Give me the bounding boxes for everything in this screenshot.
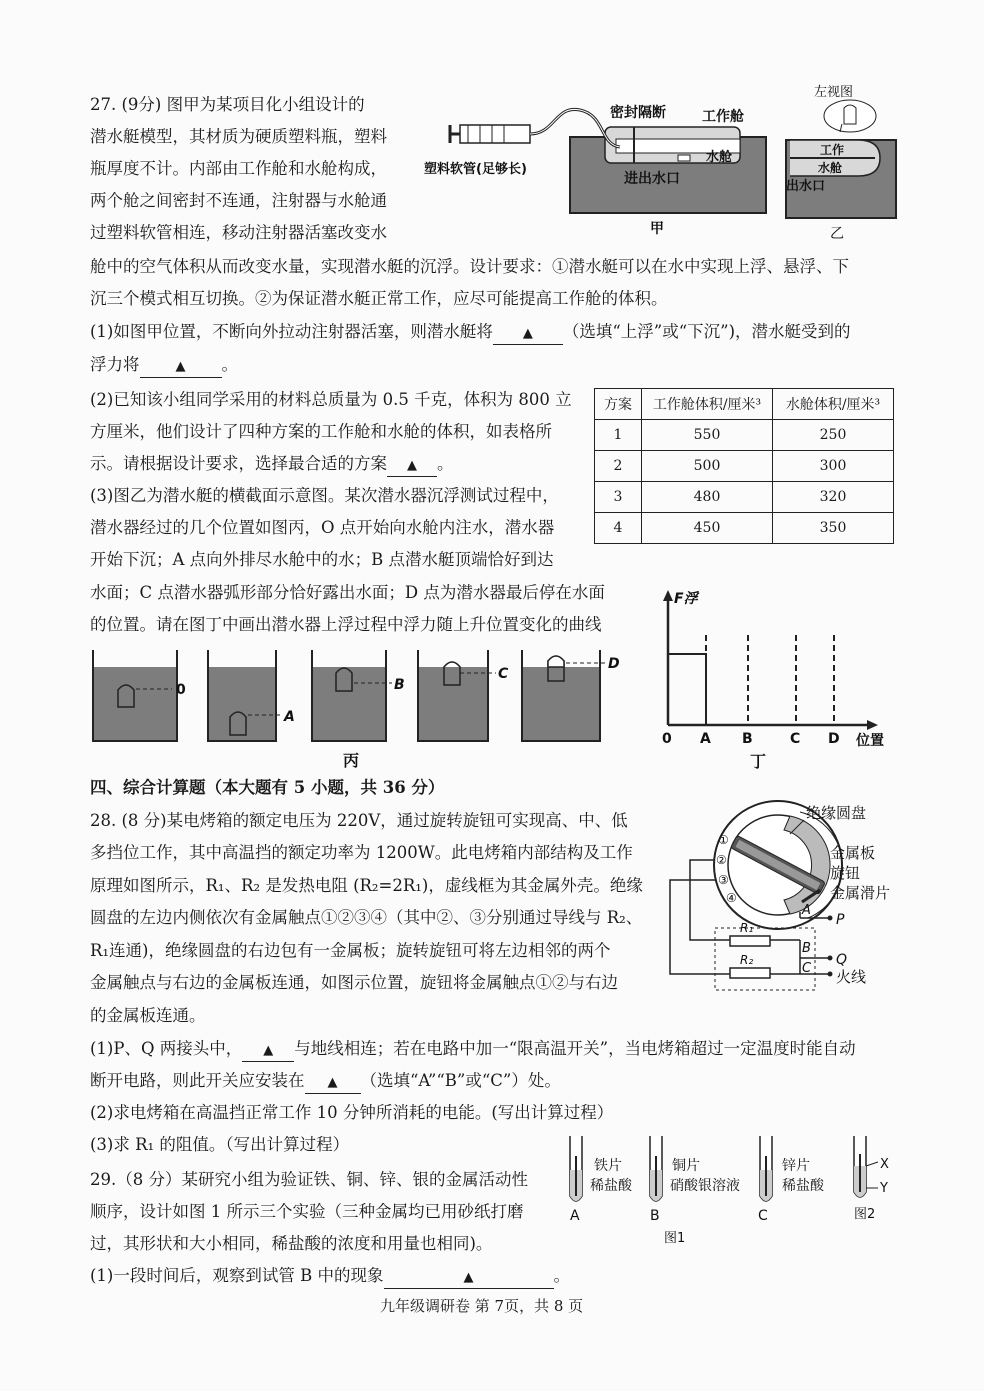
- q27-line: 瓶厚度不计。内部由工作舱和水舱构成，: [90, 159, 387, 178]
- q28-line: 多挡位工作，其中高温挡的额定功率为 1200W。此电烤箱内部结构及工作: [90, 843, 633, 862]
- period: 。: [221, 355, 238, 374]
- q28-p1-text: (1)P、Q 两接头中，: [90, 1039, 243, 1058]
- x-axis-label: 位置: [856, 733, 884, 749]
- label-Q: Q: [836, 952, 848, 968]
- q27-line: 开始下沉；A 点向外排尽水舱中的水；B 点潜水艇顶端恰好到达: [90, 550, 554, 569]
- contact-3: ③: [718, 873, 729, 887]
- period: 。: [553, 1266, 570, 1285]
- pos-label: B: [394, 677, 405, 693]
- x-tick: D: [828, 731, 840, 747]
- q27-part1b: [90, 355, 238, 378]
- q28-line: R₁连通)，绝缘圆盘的右边包有一金属板；旋转旋钮可将左边相邻的两个: [90, 941, 611, 960]
- q28-line: (3)求 R₁ 的阻值。（写出计算过程）: [90, 1135, 350, 1154]
- pos-label: D: [608, 656, 620, 672]
- q27-line: 27. (9分) 图甲为某项目化小组设计的: [90, 95, 365, 114]
- tube-B-metal: 铜片: [672, 1158, 700, 1174]
- caption-ding: 丁: [750, 752, 767, 771]
- q27-line: (3)图乙为潜水艇的横截面示意图。某次潜水器沉浮测试过程中，: [90, 486, 559, 505]
- table-row: [595, 482, 894, 513]
- table-cell: 250: [773, 420, 894, 451]
- table-cell: 350: [773, 513, 894, 544]
- answer-blank[interactable]: [305, 1071, 361, 1094]
- table-row: [595, 513, 894, 544]
- label-seal: 密封隔断: [610, 105, 666, 121]
- table-cell: 1: [595, 420, 642, 451]
- label-fire-line: 火线: [836, 968, 867, 986]
- q27-line: 的位置。请在图丁中画出潜水器上浮过程中浮力随上升位置变化的曲线: [90, 615, 602, 634]
- label-tube: 塑料软管(足够长): [424, 162, 527, 177]
- x-tick: B: [742, 731, 753, 747]
- q28-p1-text: 与地线相连；若在电路中加一“限高温开关”，当电烤箱超过一定温度时能自动: [294, 1039, 856, 1058]
- q28-line: 的金属板连通。: [90, 1006, 206, 1025]
- blank-mark: ▲: [327, 1075, 338, 1090]
- q28-line: (2)求电烤箱在高温挡正常工作 10 分钟所消耗的电能。(写出计算过程）: [90, 1103, 614, 1122]
- pos-label: C: [498, 666, 509, 682]
- tube-A-solution: 稀盐酸: [590, 1178, 632, 1194]
- table-cell: 450: [642, 513, 773, 544]
- q27-line: 两个舱之间密封不连通，注射器与水舱通: [90, 191, 387, 210]
- tube-Y-label: Y: [880, 1181, 888, 1196]
- label-port: 进出水口: [624, 171, 680, 187]
- table-cell: 500: [642, 451, 773, 482]
- blank-mark: ▲: [175, 359, 186, 374]
- x-tick: C: [790, 731, 801, 747]
- table-cell: 3: [595, 482, 642, 513]
- label-work: 工作: [820, 143, 845, 157]
- blank-mark: ▲: [463, 1270, 474, 1285]
- q28-line: 金属触点与右边的金属板连通，如图示位置，旋钮将金属触点①②与右边: [90, 973, 618, 992]
- tube-B-label: B: [650, 1208, 660, 1224]
- answer-blank[interactable]: [242, 1039, 294, 1062]
- q29-line: 29.（8 分）某研究小组为验证铁、铜、锌、银的金属活动性: [90, 1170, 528, 1189]
- tube-C-metal: 锌片: [782, 1158, 810, 1174]
- figure-ding: [650, 585, 900, 775]
- q27-part1: [90, 322, 851, 345]
- table-row: [595, 451, 894, 482]
- table-header: 水舱体积/厘米³: [773, 389, 894, 420]
- pos-label: 0: [176, 682, 186, 698]
- table-cell: 2: [595, 451, 642, 482]
- q28-part1b: [90, 1071, 561, 1094]
- label-water: 水舱: [818, 161, 843, 175]
- section-title: 四、综合计算题（本大题有 5 小题，共 36 分）: [90, 778, 445, 797]
- q28-part1: [90, 1039, 856, 1062]
- label-left-view: 左视图: [814, 85, 854, 100]
- plan-table: [594, 388, 894, 544]
- q29-line: 顺序，设计如图 1 所示三个实验（三种金属均已用砂纸打磨: [90, 1202, 524, 1221]
- blank-mark: ▲: [263, 1043, 274, 1058]
- q27-line: 过塑料软管相连，移动注射器活塞改变水: [90, 223, 387, 242]
- caption-jia: 甲: [650, 221, 664, 237]
- tube-B-solution: 硝酸银溶液: [670, 1178, 740, 1194]
- q27-p1-text: (1)如图甲位置，不断向外拉动注射器活塞，则潜水艇将: [90, 322, 493, 341]
- q27-line: 水面；C 点潜水器弧形部分恰好露出水面；D 点为潜水器最后停在水面: [90, 583, 605, 602]
- label-R2: R₂: [740, 953, 754, 967]
- table-header: 方案: [595, 389, 642, 420]
- table-cell: 4: [595, 513, 642, 544]
- q27-line: 方厘米，他们设计了四种方案的工作舱和水舱的体积，如表格所: [90, 422, 552, 441]
- label-B: B: [802, 941, 811, 956]
- contact-4: ④: [726, 891, 737, 905]
- y-axis-label: F浮: [674, 591, 698, 607]
- table-header: 工作舱体积/厘米³: [642, 389, 773, 420]
- q28-line: 原理如图所示，R₁、R₂ 是发热电阻 (R₂=2R₁)，虚线框为其金属外壳。绝缘: [90, 876, 643, 895]
- q28-p1-text: （选填“A”“B”或“C”）处。: [360, 1071, 561, 1090]
- x-tick: 0: [662, 731, 672, 747]
- answer-blank[interactable]: [387, 454, 437, 477]
- label-plate: 金属板: [830, 844, 876, 862]
- figure-oven-circuit: [660, 800, 910, 1000]
- caption-bing: 丙: [343, 751, 360, 770]
- label-outlet: 出水口: [786, 179, 826, 194]
- figure-bing: [88, 645, 628, 770]
- answer-blank[interactable]: [384, 1266, 554, 1289]
- table-cell: 300: [773, 451, 894, 482]
- pos-label: A: [284, 709, 295, 725]
- tube-C-solution: 稀盐酸: [782, 1178, 824, 1194]
- q27-line: 舱中的空气体积从而改变水量，实现潜水艇的沉浮。设计要求：①潜水艇可以在水中实现上浮、悬浮、下: [90, 257, 849, 276]
- answer-blank[interactable]: [493, 322, 563, 345]
- q27-p1-text: 浮力将: [90, 355, 140, 374]
- caption-yi: 乙: [830, 226, 844, 242]
- blank-mark: ▲: [522, 326, 533, 341]
- label-knob: 旋钮: [830, 864, 861, 882]
- fig2-caption: 图2: [854, 1207, 876, 1222]
- q27-line: 潜水艇模型，其材质为硬质塑料瓶，塑料: [90, 127, 387, 146]
- label-C: C: [802, 961, 812, 976]
- period: 。: [437, 454, 454, 473]
- label-slider: 金属滑片: [830, 884, 891, 902]
- table-cell: 480: [642, 482, 773, 513]
- table-cell: 320: [773, 482, 894, 513]
- q27-line: 沉三个模式相互切换。②为保证潜水艇正常工作，应尽可能提高工作舱的体积。: [90, 289, 668, 308]
- page-footer: 九年级调研卷 第 7页，共 8 页: [380, 1297, 584, 1315]
- label-A: A: [802, 903, 811, 918]
- label-work-cabin: 工作舱: [702, 109, 744, 125]
- answer-blank[interactable]: [140, 355, 222, 378]
- q28-line: 28. (8 分)某电烤箱的额定电压为 220V，通过旋转旋钮可实现高、中、低: [90, 811, 628, 830]
- table-cell: 550: [642, 420, 773, 451]
- table-header-row: [595, 389, 894, 420]
- label-R1: R₁: [740, 921, 754, 935]
- q29-part1: [90, 1266, 570, 1289]
- q27-part2: [90, 454, 454, 477]
- label-water-cabin: 水舱: [706, 150, 733, 165]
- q27-line: 潜水器经过的几个位置如图丙，O 点开始向水舱内注水，潜水器: [90, 518, 555, 537]
- blank-mark: ▲: [407, 458, 417, 473]
- x-tick: A: [700, 731, 711, 747]
- figure-yi: [780, 80, 900, 245]
- q27-p1-text: （选填“上浮”或“下沉”)，潜水艇受到的: [562, 322, 851, 341]
- table-row: [595, 420, 894, 451]
- q27-line: (2)已知该小组同学采用的材料总质量为 0.5 千克，体积为 800 立: [90, 390, 572, 409]
- q27-p2-text: 示。请根据设计要求，选择最合适的方案: [90, 454, 387, 473]
- label-disk: 绝缘圆盘: [806, 804, 867, 822]
- label-P: P: [836, 912, 845, 928]
- tube-A-label: A: [570, 1208, 580, 1224]
- figure-test-tubes: [560, 1130, 900, 1250]
- fig1-caption: 图1: [664, 1231, 686, 1246]
- tube-A-metal: 铁片: [594, 1158, 622, 1174]
- figure-jia: [420, 85, 780, 245]
- contact-2: ②: [716, 853, 727, 867]
- tube-X-label: X: [880, 1157, 889, 1172]
- contact-1: ①: [718, 833, 729, 847]
- q28-p1-text: 断开电路，则此开关应安装在: [90, 1071, 305, 1090]
- q29-p1-text: (1)一段时间后，观察到试管 B 中的现象: [90, 1266, 384, 1285]
- tube-C-label: C: [758, 1208, 768, 1224]
- q28-line: 圆盘的左边内侧依次有金属触点①②③④（其中②、③分别通过导线与 R₂、: [90, 908, 643, 927]
- q29-line: 过，其形状和大小相同，稀盐酸的浓度和用量也相同)。: [90, 1234, 493, 1253]
